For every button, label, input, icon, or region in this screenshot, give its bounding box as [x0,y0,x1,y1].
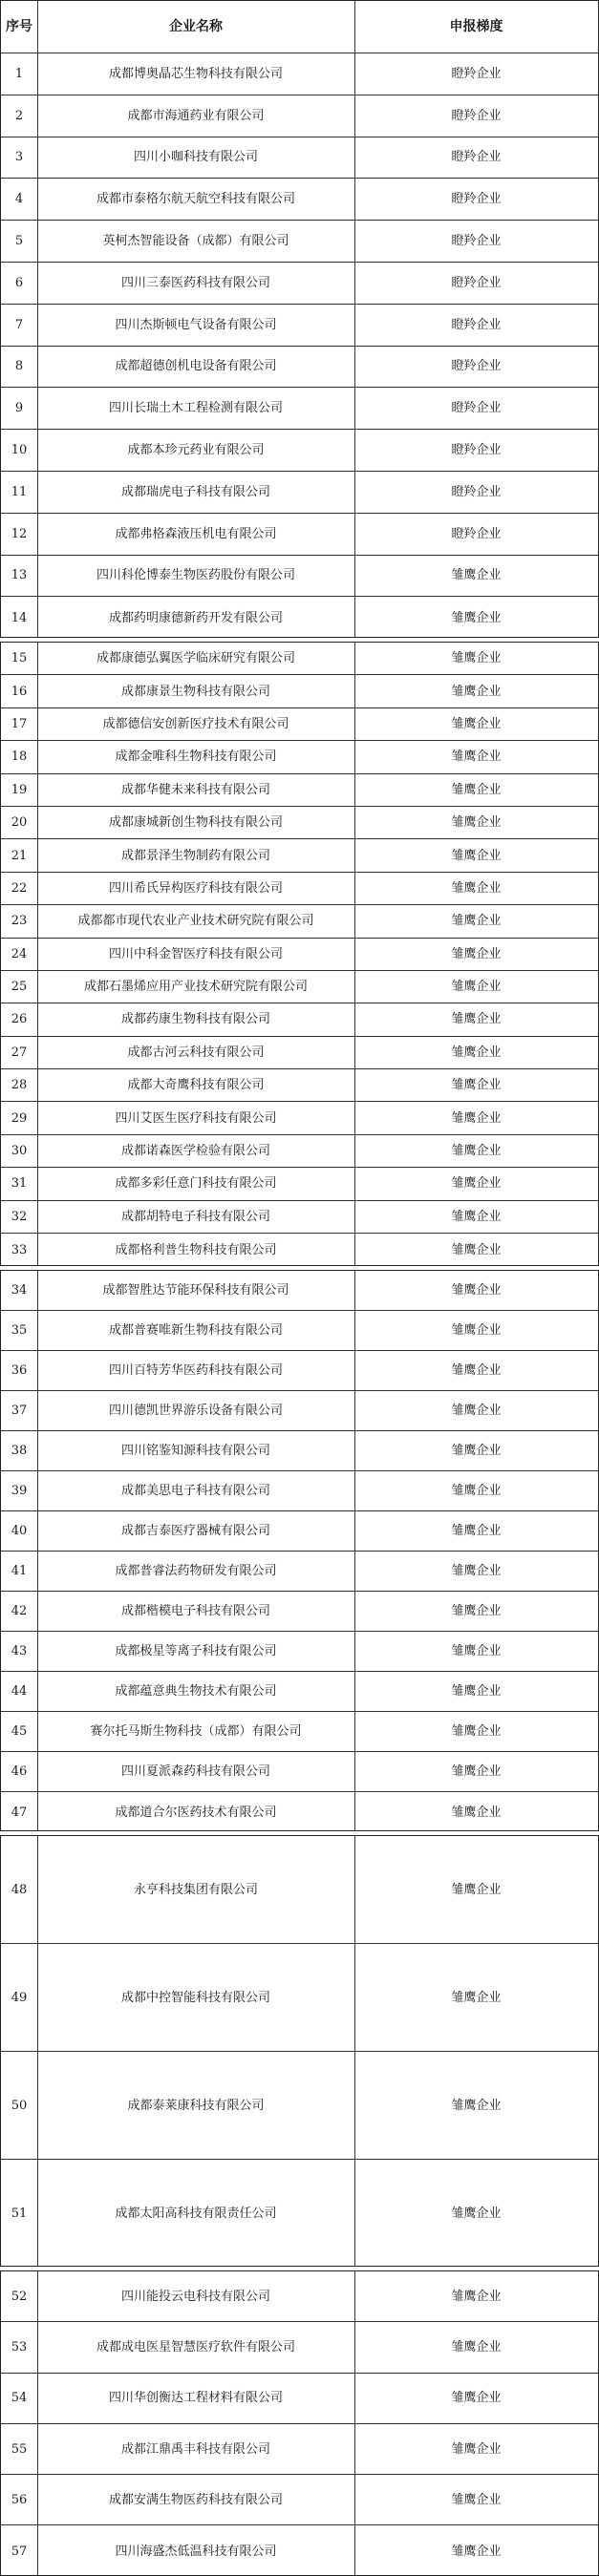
application-level: 瞪羚企业 [451,526,502,541]
row-number: 20 [11,815,28,831]
company-name: 四川希氏异构医疗科技有限公司 [108,880,283,896]
table-row [1,2271,598,2322]
application-level: 雏鹰企业 [451,782,502,797]
application-level: 瞪羚企业 [451,275,502,290]
table-row [1,774,598,807]
company-name: 四川海盛杰低温科技有限公司 [115,2544,277,2559]
row-number: 30 [11,1144,28,1159]
row-number: 16 [11,684,28,699]
application-level: 雏鹰企业 [451,2391,502,2406]
application-level: 雏鹰企业 [451,1078,502,1093]
company-name: 成都景泽生物制药有限公司 [120,848,270,863]
row-number: 25 [11,980,28,995]
company-name: 成都市泰格尔航天航空科技有限公司 [96,192,295,207]
application-level: 雏鹰企业 [451,914,502,929]
table-row [1,807,598,839]
application-level: 瞪羚企业 [451,401,502,416]
company-name: 成都超德创机电设备有限公司 [115,359,277,374]
company-name: 成都安满生物医药科技有限公司 [108,2492,283,2507]
table-row [1,2424,598,2475]
company-name: 四川艾医生医疗科技有限公司 [115,1110,277,1126]
application-level: 瞪羚企业 [451,359,502,374]
application-level: 雏鹰企业 [451,2206,502,2221]
application-level: 雏鹰企业 [451,2289,502,2304]
table-row [1,939,598,971]
application-level: 雏鹰企业 [451,848,502,863]
row-number: 52 [11,2289,28,2304]
application-level: 雏鹰企业 [451,1882,502,1897]
company-name: 赛尔托马斯生物科技（成都）有限公司 [90,1724,302,1739]
row-number: 35 [11,1323,28,1338]
company-name: 成都太阳高科技有限责任公司 [115,2206,277,2221]
application-level: 雏鹰企业 [451,980,502,995]
row-number: 31 [11,1176,28,1192]
table-page-3 [0,1270,599,1831]
table-row [1,1792,598,1831]
row-number: 12 [11,526,28,541]
row-number: 39 [11,1484,28,1498]
row-number: 32 [11,1209,28,1224]
row-number: 37 [11,1404,28,1418]
table-row [1,2525,598,2576]
application-level: 雏鹰企业 [451,1012,502,1027]
company-name: 四川百特芳华医药科技有限公司 [108,1363,283,1378]
row-number: 10 [11,443,28,458]
table-row [1,1552,598,1592]
table-page-5 [0,2270,599,2576]
row-number: 15 [11,651,28,666]
application-level: 雏鹰企业 [451,610,502,625]
company-name: 四川三泰医药科技有限公司 [120,275,270,290]
application-level: 雏鹰企业 [451,1144,502,1159]
row-number: 19 [11,782,28,797]
table-row [1,1511,598,1552]
row-number: 3 [14,150,24,165]
table-row [1,1471,598,1511]
company-name: 成都江鼎禹丰科技有限公司 [120,2441,270,2457]
row-number: 45 [11,1724,28,1739]
row-number: 51 [11,2206,28,2221]
table-row [1,1003,598,1036]
company-name: 成都石墨烯应用产业技术研究院有限公司 [83,980,308,995]
company-name: 成都极星等离子科技有限公司 [115,1644,277,1658]
row-number: 9 [14,401,24,416]
row-number: 44 [11,1684,28,1699]
application-level: 雏鹰企业 [451,815,502,831]
row-number: 13 [11,568,28,583]
company-name: 成都古河云科技有限公司 [127,1045,265,1060]
company-name: 成都楷模电子科技有限公司 [120,1604,270,1618]
company-name: 成都泰莱康科技有限公司 [127,2098,265,2113]
header-company-name: 企业名称 [169,19,223,34]
row-number: 46 [11,1764,28,1779]
company-name: 英柯杰智能设备（成都）有限公司 [102,234,289,249]
table-row [1,263,598,305]
row-number: 11 [11,484,28,499]
company-name: 四川小咖科技有限公司 [133,150,258,165]
row-number: 7 [14,317,24,332]
company-name: 四川科伦博泰生物医药股份有限公司 [96,568,295,583]
table-row [1,1069,598,1102]
table-row [1,556,598,598]
application-level: 雏鹰企业 [451,1564,502,1578]
application-level: 雏鹰企业 [451,2339,502,2354]
row-number: 17 [11,716,28,731]
company-name: 成都普睿法药物研发有限公司 [115,1564,277,1578]
application-level: 雏鹰企业 [451,1283,502,1298]
table-row [1,1311,598,1351]
table-row [1,137,598,179]
application-level: 瞪羚企业 [451,443,502,458]
table-header-row [1,1,598,53]
application-level: 瞪羚企业 [451,192,502,207]
application-level: 雏鹰企业 [451,1404,502,1418]
row-number: 27 [11,1045,28,1060]
company-name: 四川中科金智医疗科技有限公司 [108,946,283,961]
row-number: 38 [11,1444,28,1458]
table-row [1,95,598,137]
row-number: 56 [11,2492,28,2507]
row-number: 22 [11,880,28,896]
row-number: 49 [11,1990,28,2005]
table-row [1,873,598,905]
application-level: 雏鹰企业 [451,1242,502,1257]
table-row [1,597,598,638]
row-number: 24 [11,946,28,961]
table-row [1,1944,598,2052]
row-number: 14 [11,610,28,625]
company-name: 成都市海通药业有限公司 [127,108,265,123]
application-level: 雏鹰企业 [451,2098,502,2113]
company-name: 成都美思电子科技有限公司 [120,1484,270,1498]
table-row [1,1752,598,1792]
table-row [1,1632,598,1672]
application-level: 雏鹰企业 [451,568,502,583]
company-name: 成都胡特电子科技有限公司 [120,1209,270,1224]
table-row [1,1135,598,1168]
company-name: 成都都市现代农业产业技术研究院有限公司 [77,914,314,929]
company-name: 成都德信安创新医疗技术有限公司 [102,716,289,731]
company-name: 成都博奥晶芯生物科技有限公司 [108,66,283,81]
row-number: 43 [11,1644,28,1658]
table-row [1,1037,598,1069]
company-name: 成都康德弘翼医学临床研究有限公司 [96,651,295,666]
table-row [1,1592,598,1632]
company-name: 成都华健未来科技有限公司 [120,782,270,797]
row-number: 48 [11,1882,28,1897]
table-row [1,2475,598,2525]
company-name: 成都金唯科生物科技有限公司 [115,750,277,765]
company-name: 成都中控智能科技有限公司 [120,1990,270,2005]
application-level: 雏鹰企业 [451,946,502,961]
application-level: 雏鹰企业 [451,1323,502,1338]
application-level: 雏鹰企业 [451,2544,502,2559]
application-level: 雏鹰企业 [451,880,502,896]
application-level: 瞪羚企业 [451,234,502,249]
company-name: 四川铭鉴知源科技有限公司 [120,1444,270,1458]
application-level: 瞪羚企业 [451,484,502,499]
application-level: 雏鹰企业 [451,1045,502,1060]
company-name: 成都弗格森液压机电有限公司 [115,526,277,541]
table-row [1,1391,598,1431]
table-row [1,1712,598,1752]
table-row [1,971,598,1003]
table-row [1,430,598,472]
company-name: 成都药明康德新药开发有限公司 [108,610,283,625]
row-number: 29 [11,1110,28,1126]
company-name: 成都药康生物科技有限公司 [120,1012,270,1027]
row-number: 47 [11,1805,28,1820]
application-level: 雏鹰企业 [451,1110,502,1126]
table-row [1,839,598,872]
company-name: 成都瑞虎电子科技有限公司 [120,484,270,499]
application-level: 瞪羚企业 [451,150,502,165]
row-number: 42 [11,1604,28,1618]
company-name: 成都本珍元药业有限公司 [127,443,265,458]
table-row [1,1431,598,1471]
application-level: 雏鹰企业 [451,1990,502,2005]
table-row [1,1672,598,1712]
table-page-4 [0,1835,599,2267]
table-page-1 [0,0,599,638]
row-number: 36 [11,1363,28,1378]
company-name: 成都大奇鹰科技有限公司 [127,1078,265,1093]
application-level: 雏鹰企业 [451,684,502,699]
row-number: 6 [14,275,24,290]
application-level: 雏鹰企业 [451,1209,502,1224]
table-row [1,675,598,707]
table-row [1,1168,598,1200]
application-level: 瞪羚企业 [451,317,502,332]
table-row [1,388,598,430]
application-level: 瞪羚企业 [451,108,502,123]
company-name: 成都蕴意典生物技术有限公司 [115,1684,277,1699]
row-number: 23 [11,914,28,929]
company-name: 四川杰斯顿电气设备有限公司 [115,317,277,332]
application-level: 雏鹰企业 [451,1805,502,1820]
application-level: 雏鹰企业 [451,1176,502,1192]
table-row [1,2052,598,2160]
table-page-2 [0,642,599,1266]
application-level: 瞪羚企业 [451,66,502,81]
company-name: 四川能投云电科技有限公司 [120,2289,270,2304]
row-number: 2 [14,108,24,123]
row-number: 50 [11,2098,28,2113]
company-name: 成都康景生物科技有限公司 [120,684,270,699]
table-row [1,1836,598,1944]
row-number: 53 [11,2339,28,2354]
company-name: 成都吉泰医疗器械有限公司 [120,1524,270,1538]
application-level: 雏鹰企业 [451,750,502,765]
table-row [1,643,598,675]
application-level: 雏鹰企业 [451,2492,502,2507]
table-row [1,1234,598,1266]
company-name: 成都成电医星智慧医疗软件有限公司 [96,2339,295,2354]
row-number: 34 [11,1283,28,1298]
application-level: 雏鹰企业 [451,2441,502,2457]
table-row [1,347,598,389]
table-row [1,708,598,741]
table-row [1,53,598,95]
company-name: 成都道合尔医药技术有限公司 [115,1805,277,1820]
row-number: 5 [14,234,24,249]
application-level: 雏鹰企业 [451,651,502,666]
row-number: 8 [14,359,24,374]
table-row [1,905,598,938]
company-name: 成都格利普生物科技有限公司 [115,1242,277,1257]
application-level: 雏鹰企业 [451,1444,502,1458]
table-row [1,1271,598,1311]
row-number: 21 [11,848,28,863]
table-row [1,2322,598,2373]
table-row [1,1351,598,1391]
row-number: 54 [11,2391,28,2406]
table-row [1,305,598,347]
table-row [1,472,598,514]
header-level: 申报梯度 [449,19,503,34]
row-number: 41 [11,1564,28,1578]
row-number: 1 [14,66,24,81]
row-number: 26 [11,1012,28,1027]
table-row [1,1201,598,1234]
row-number: 28 [11,1078,28,1093]
company-name: 四川长瑞土木工程检测有限公司 [108,401,283,416]
application-level: 雏鹰企业 [451,1604,502,1618]
table-row [1,221,598,263]
application-level: 雏鹰企业 [451,1363,502,1378]
application-level: 雏鹰企业 [451,1524,502,1538]
company-name: 成都智胜达节能环保科技有限公司 [102,1283,289,1298]
company-name: 成都康城新创生物科技有限公司 [108,815,283,831]
application-level: 雏鹰企业 [451,1764,502,1779]
table-row [1,179,598,221]
company-name: 成都普赛唯新生物科技有限公司 [108,1323,283,1338]
row-number: 57 [11,2544,28,2559]
application-level: 雏鹰企业 [451,1724,502,1739]
company-name: 成都多彩任意门科技有限公司 [115,1176,277,1192]
table-row [1,1102,598,1134]
application-level: 雏鹰企业 [451,1684,502,1699]
table-row [1,2374,598,2424]
application-level: 雏鹰企业 [451,716,502,731]
company-name: 永亨科技集团有限公司 [133,1882,258,1897]
row-number: 18 [11,750,28,765]
row-number: 4 [14,192,24,207]
row-number: 40 [11,1524,28,1538]
company-name: 成都诺森医学检验有限公司 [120,1144,270,1159]
table-row [1,2160,598,2267]
table-row [1,514,598,556]
row-number: 33 [11,1242,28,1257]
company-name: 四川华创衡达工程材料有限公司 [108,2391,283,2406]
table-row [1,741,598,773]
application-level: 雏鹰企业 [451,1644,502,1658]
application-level: 雏鹰企业 [451,1484,502,1498]
company-name: 四川夏派森药科技有限公司 [120,1764,270,1779]
row-number: 55 [11,2441,28,2457]
company-name: 四川德凯世界游乐设备有限公司 [108,1404,283,1418]
header-number: 序号 [6,19,32,34]
